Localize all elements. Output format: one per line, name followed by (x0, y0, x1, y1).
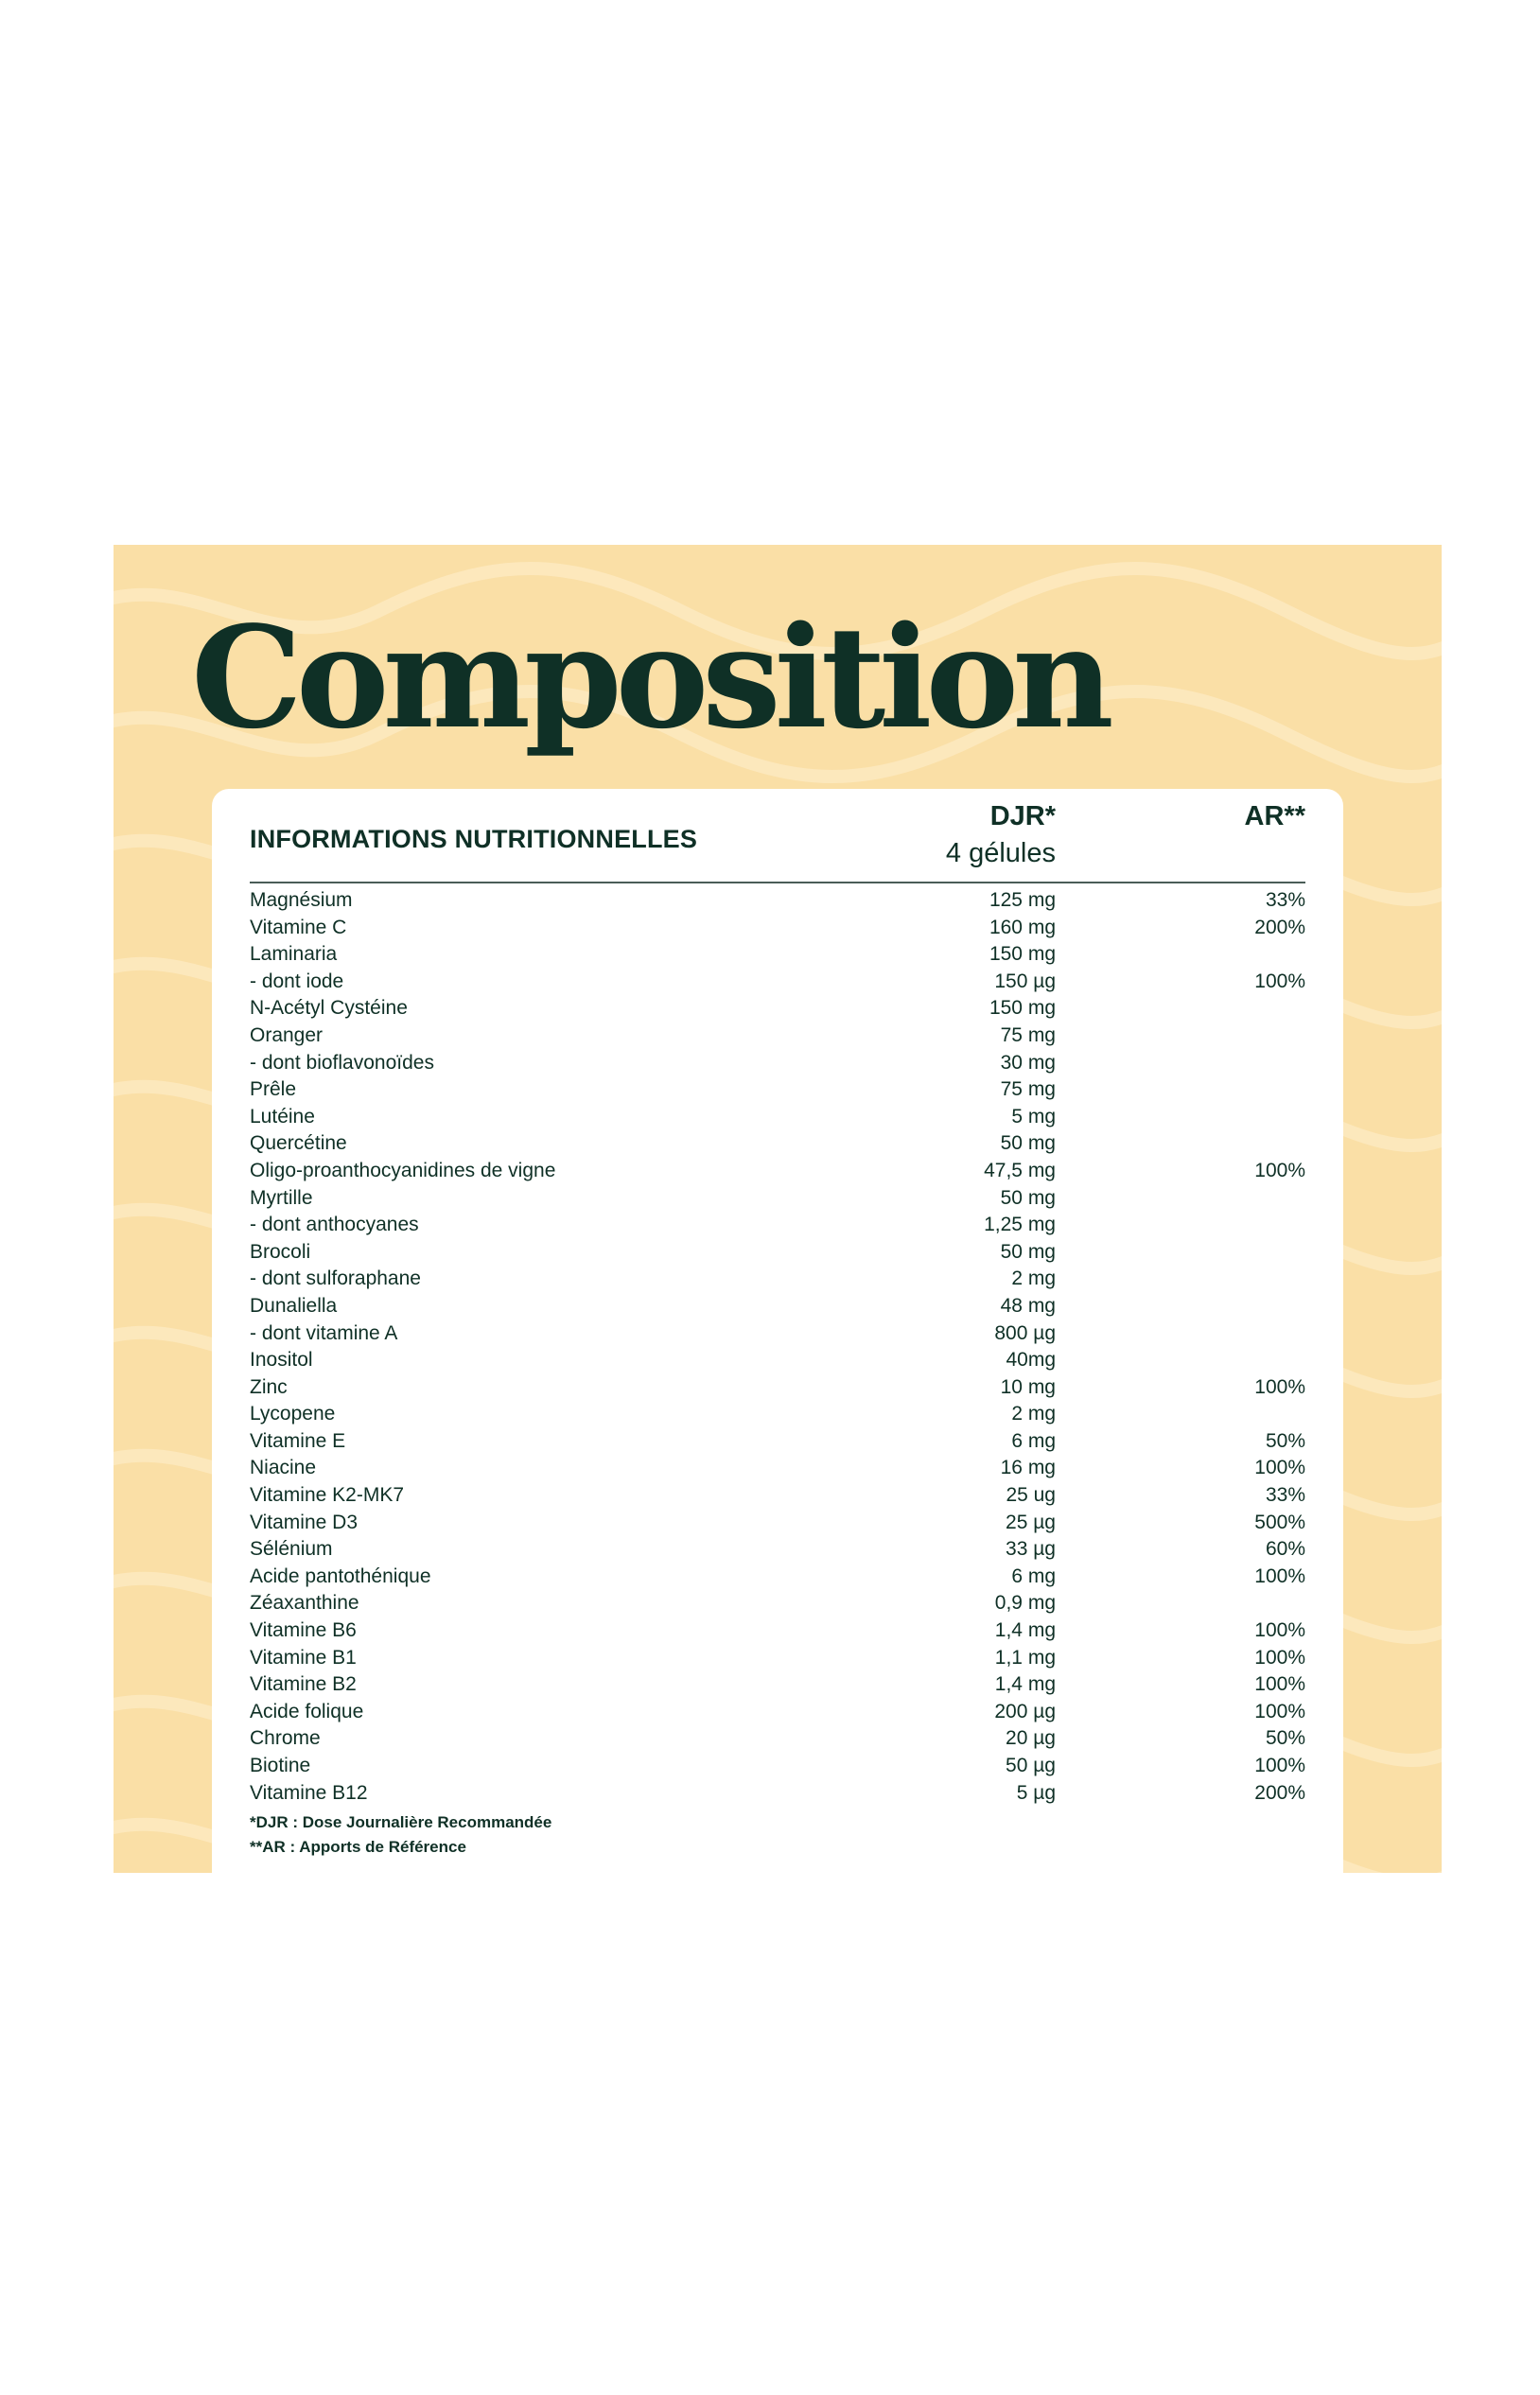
ingredient-name: Vitamine C (250, 916, 347, 938)
djr-quantity: 2 mg (1011, 1267, 1056, 1290)
table-row (250, 1401, 1305, 1428)
table-row (250, 1050, 1305, 1077)
ar-percentage: 500% (1254, 1511, 1305, 1533)
footnotes (250, 1810, 551, 1860)
table-row (250, 1428, 1305, 1456)
table-row (250, 1374, 1305, 1402)
djr-quantity: 1,1 mg (994, 1646, 1056, 1669)
djr-quantity: 10 mg (1000, 1375, 1056, 1398)
table-row (250, 1239, 1305, 1267)
ingredient-name: - dont sulforaphane (250, 1267, 421, 1290)
djr-quantity: 125 mg (989, 889, 1056, 911)
table-row (250, 1347, 1305, 1374)
ar-percentage: 50% (1265, 1429, 1305, 1452)
djr-quantity: 50 mg (1000, 1240, 1056, 1263)
ingredient-name: Zinc (250, 1375, 288, 1398)
page-title: Composition (191, 595, 1108, 760)
ingredient-name: - dont iode (250, 970, 344, 992)
ingredient-name: Vitamine E (250, 1429, 346, 1452)
ingredient-name: Oligo-proanthocyanidines de vigne (250, 1159, 556, 1181)
djr-quantity: 800 µg (994, 1321, 1056, 1344)
djr-quantity: 30 mg (1000, 1051, 1056, 1074)
ar-percentage: 100% (1254, 970, 1305, 992)
djr-quantity: 50 mg (1000, 1132, 1056, 1155)
ar-percentage: 100% (1254, 1755, 1305, 1776)
ar-percentage: 100% (1254, 1457, 1305, 1479)
nutrition-rows (250, 887, 1305, 1807)
djr-quantity: 25 ug (1006, 1484, 1056, 1507)
table-row (250, 1212, 1305, 1239)
ingredient-name: Biotine (250, 1755, 311, 1776)
ingredient-name: Niacine (250, 1457, 317, 1479)
ar-percentage: 100% (1254, 1673, 1305, 1696)
ingredient-name: Magnésium (250, 889, 353, 911)
table-row (250, 1104, 1305, 1131)
djr-quantity: 150 mg (989, 943, 1056, 966)
ar-percentage: 100% (1254, 1646, 1305, 1669)
table-row (250, 1482, 1305, 1510)
table-header (250, 789, 1305, 883)
ingredient-name: Prêle (250, 1078, 297, 1101)
djr-column-header (946, 798, 1056, 872)
ingredient-name: Vitamine B1 (250, 1646, 357, 1669)
ingredient-name: N-Acétyl Cystéine (250, 997, 408, 1020)
djr-quantity: 5 µg (1016, 1781, 1056, 1804)
footnote-ar: **AR : Apports de Référence (250, 1838, 466, 1856)
table-row (250, 1510, 1305, 1537)
table-row (250, 915, 1305, 942)
djr-dose-label: 4 gélules (945, 838, 1056, 868)
table-row (250, 1266, 1305, 1293)
ingredient-name: - dont vitamine A (250, 1321, 398, 1344)
ingredient-name: Dunaliella (250, 1294, 338, 1317)
djr-quantity: 200 µg (994, 1700, 1056, 1722)
ingredient-name: Vitamine B6 (250, 1619, 357, 1642)
djr-quantity: 6 mg (1011, 1565, 1056, 1587)
table-row (250, 1536, 1305, 1564)
ar-percentage: 200% (1254, 916, 1305, 938)
ingredient-name: Vitamine D3 (250, 1511, 359, 1533)
djr-quantity: 75 mg (1000, 1023, 1056, 1046)
ingredient-name: Vitamine B2 (250, 1673, 357, 1696)
ar-percentage: 100% (1254, 1565, 1305, 1587)
table-row (250, 887, 1305, 915)
djr-quantity: 6 mg (1011, 1429, 1056, 1452)
table-row (250, 1185, 1305, 1213)
ingredient-name: Acide folique (250, 1700, 364, 1722)
ar-percentage: 100% (1254, 1375, 1305, 1398)
djr-quantity: 1,25 mg (984, 1214, 1056, 1236)
table-row (250, 1023, 1305, 1050)
djr-quantity: 1,4 mg (994, 1619, 1056, 1642)
ingredient-name: Myrtille (250, 1186, 313, 1209)
table-row (250, 1725, 1305, 1753)
djr-quantity: 40mg (1006, 1349, 1056, 1372)
table-row (250, 1076, 1305, 1104)
ar-percentage: 200% (1254, 1781, 1305, 1804)
ingredient-name: Vitamine K2-MK7 (250, 1484, 405, 1507)
ar-percentage: 100% (1254, 1159, 1305, 1181)
table-row (250, 1293, 1305, 1320)
djr-quantity: 48 mg (1000, 1294, 1056, 1317)
ingredient-name: - dont bioflavonoïdes (250, 1051, 434, 1074)
djr-quantity: 160 mg (989, 916, 1056, 938)
ar-percentage: 60% (1265, 1538, 1305, 1561)
ar-percentage: 50% (1265, 1727, 1305, 1750)
table-row (250, 1617, 1305, 1645)
table-row (250, 1699, 1305, 1726)
ar-column-header: AR** (1244, 801, 1305, 831)
ingredient-name: Laminaria (250, 943, 338, 966)
table-row (250, 969, 1305, 996)
ingredient-name: Chrome (250, 1727, 321, 1750)
table-row (250, 1564, 1305, 1591)
nutrition-table-card (212, 789, 1343, 1873)
table-row (250, 1671, 1305, 1699)
ar-percentage: 33% (1265, 1484, 1305, 1507)
ingredient-name: Quercétine (250, 1132, 347, 1155)
table-header-title: INFORMATIONS NUTRITIONNELLES (250, 825, 698, 853)
table-row (250, 1455, 1305, 1482)
ingredient-name: Inositol (250, 1349, 313, 1372)
table-row (250, 1780, 1305, 1808)
table-row (250, 1130, 1305, 1158)
djr-quantity: 1,4 mg (994, 1673, 1056, 1696)
ingredient-name: Acide pantothénique (250, 1565, 431, 1587)
table-row (250, 1158, 1305, 1185)
djr-quantity: 16 mg (1000, 1457, 1056, 1479)
table-row (250, 1753, 1305, 1780)
composition-panel (114, 545, 1442, 1873)
table-row (250, 941, 1305, 969)
djr-quantity: 150 µg (994, 970, 1056, 992)
djr-quantity: 20 µg (1006, 1727, 1056, 1750)
djr-quantity: 50 µg (1006, 1755, 1056, 1776)
ar-percentage: 100% (1254, 1700, 1305, 1722)
ar-percentage: 100% (1254, 1619, 1305, 1642)
ingredient-name: Oranger (250, 1023, 324, 1046)
djr-quantity: 75 mg (1000, 1078, 1056, 1101)
ar-percentage: 33% (1265, 889, 1305, 911)
table-row (250, 995, 1305, 1023)
footnote-djr: *DJR : Dose Journalière Recommandée (250, 1813, 552, 1831)
ingredient-name: Lycopene (250, 1403, 336, 1425)
table-row (250, 1320, 1305, 1348)
ingredient-name: Lutéine (250, 1105, 315, 1128)
djr-quantity: 0,9 mg (994, 1592, 1056, 1615)
djr-quantity: 25 µg (1006, 1511, 1056, 1533)
djr-quantity: 33 µg (1006, 1538, 1056, 1561)
djr-quantity: 2 mg (1011, 1403, 1056, 1425)
djr-quantity: 50 mg (1000, 1186, 1056, 1209)
table-row (250, 1645, 1305, 1672)
djr-label: DJR* (989, 801, 1056, 831)
ingredient-name: - dont anthocyanes (250, 1214, 419, 1236)
djr-quantity: 150 mg (989, 997, 1056, 1020)
djr-quantity: 5 mg (1011, 1105, 1056, 1128)
ingredient-name: Vitamine B12 (250, 1781, 368, 1804)
table-row (250, 1590, 1305, 1617)
djr-quantity: 47,5 mg (984, 1159, 1056, 1181)
ingredient-name: Zéaxanthine (250, 1592, 359, 1615)
ingredient-name: Brocoli (250, 1240, 311, 1263)
ingredient-name: Sélénium (250, 1538, 333, 1561)
